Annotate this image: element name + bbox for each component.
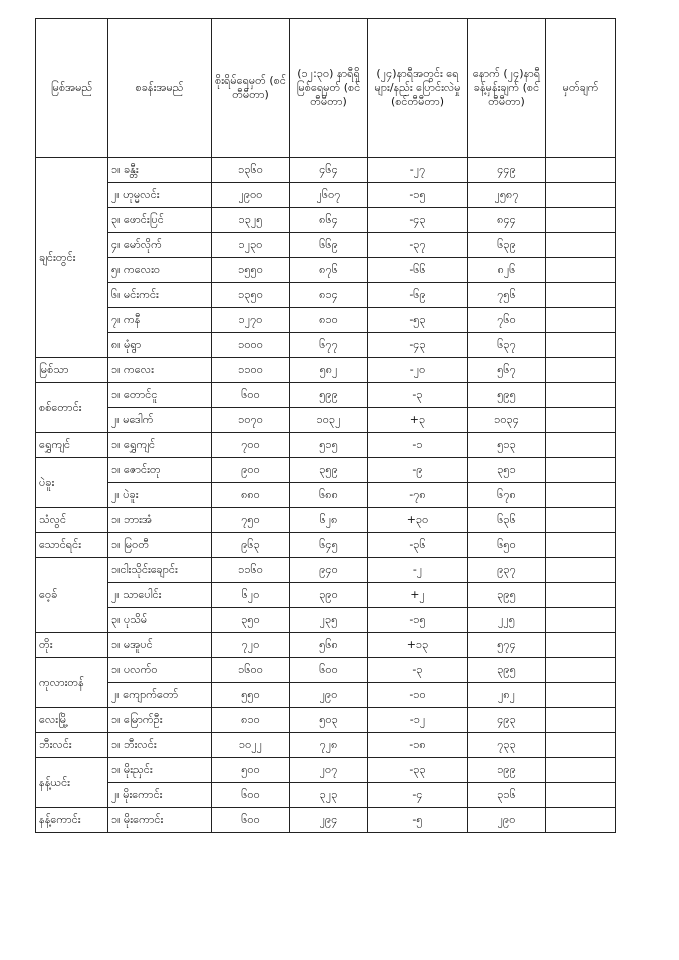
station-name: ၃။ ပုသိမ် [108,608,212,633]
warning-level: ၆၀၀ [212,808,290,833]
forecast-level: ၉၃၇ [468,558,546,583]
level-change: -၂ [368,558,468,583]
remark-cell [546,658,616,683]
warning-level: ၃၅၀ [212,608,290,633]
table-row [36,283,616,308]
station-name: ၈။ မုံရွာ [108,333,212,358]
river-name: ရွှေကျင် [36,433,108,458]
level-change: -၆၆ [368,258,468,283]
remark-cell [546,183,616,208]
forecast-level: ၃၁၆ [468,783,546,808]
current-level: ၅၆၈ [290,633,368,658]
level-change: -၅ [368,808,468,833]
table-row [36,208,616,233]
remark-cell [546,408,616,433]
table-row [36,158,616,183]
current-level: ၁၀၃၂ [290,408,368,433]
remark-cell [546,483,616,508]
header-row [36,19,616,158]
remark-cell [546,533,616,558]
station-name: ၅။ ကလေးဝ [108,258,212,283]
station-name: ၁။ မြဝတီ [108,533,212,558]
remark-cell [546,383,616,408]
station-name: ၁။ ကလေး [108,358,212,383]
station-name: ၁။ ဘားအံ [108,508,212,533]
header-warning-level: စိုးရိမ်ရေမှတ် (စင်တီမီတာ) [212,19,290,158]
forecast-level: ၆၅၀ [468,533,546,558]
remark-cell [546,758,616,783]
station-name: ၇။ ကနီ [108,308,212,333]
forecast-level: ၇၅၆ [468,283,546,308]
forecast-level: ၇၃၃ [468,733,546,758]
current-level: ၆၈၈ [290,483,368,508]
level-change: -၉ [368,458,468,483]
header-24h-change: (၂၄)နာရီအတွင်း ရေများ/နည်း ပြောင်းလဲမှု (စင်တီမီတာ) [368,19,468,158]
warning-level: ၁၀၂၂ [212,733,290,758]
level-change: -၁ [368,433,468,458]
warning-level: ၁၁၀၀ [212,358,290,383]
forecast-level: ၂၈၂ [468,683,546,708]
station-name: ၆။ မင်းကင်း [108,283,212,308]
warning-level: ၆၂၀ [212,583,290,608]
forecast-level: ၃၉၅ [468,583,546,608]
current-level: ၂၉၀ [290,683,368,708]
remark-cell [546,208,616,233]
level-change: -၁၀ [368,683,468,708]
level-change: -၃၇ [368,233,468,258]
warning-level: ၁၁၆၀ [212,558,290,583]
remark-cell [546,158,616,183]
remark-cell [546,333,616,358]
remark-cell [546,233,616,258]
remark-cell [546,608,616,633]
river-name: ချင်းတွင်း [36,158,108,358]
station-name: ၂။ မိုးကောင်း [108,783,212,808]
table-row [36,508,616,533]
current-level: ၅၈၂ [290,358,368,383]
station-name: ၁။ငါးသိုင်းချောင်း [108,558,212,583]
forecast-level: ၆၃၉ [468,233,546,258]
header-forecast: နောက် (၂၄)နာရီ ခန့်မှန်းချက် (စင်တီမီတာ) [468,19,546,158]
level-change: -၄၃ [368,333,468,358]
table-row [36,233,616,258]
level-change: -၃ [368,383,468,408]
forecast-level: ၅၁၃ [468,433,546,458]
forecast-level: ၄၄၉ [468,158,546,183]
table-row [36,458,616,483]
level-change: -၁၅ [368,608,468,633]
river-level-table [35,18,616,833]
current-level: ၉၄၀ [290,558,368,583]
remark-cell [546,433,616,458]
station-name: ၁။ တောင်ငူ [108,383,212,408]
level-change: -၇၈ [368,483,468,508]
current-level: ၂၉၄ [290,808,368,833]
table-row [36,733,616,758]
forecast-level: ၄၉၃ [468,708,546,733]
remark-cell [546,633,616,658]
river-name: တိုး [36,633,108,658]
level-change: -၃ [368,658,468,683]
table-row [36,758,616,783]
level-change: -၆၉ [368,283,468,308]
remark-cell [546,258,616,283]
river-name: ပဲခူး [36,458,108,508]
current-level: ၄၆၄ [290,158,368,183]
table-row [36,658,616,683]
level-change: -၄၃ [368,208,468,233]
level-change: -၅၃ [368,308,468,333]
header-station: စခန်းအမည် [108,19,212,158]
table-row [36,633,616,658]
table-row [36,383,616,408]
remark-cell [546,508,616,533]
remark-cell [546,358,616,383]
level-change: -၁၈ [368,733,468,758]
forecast-level: ၁၀၃၄ [468,408,546,433]
forecast-level: ၆၃၇ [468,333,546,358]
table-body [36,158,616,833]
table-row [36,408,616,433]
current-level: ၈၇၆ [290,258,368,283]
current-level: ၃၂၃ [290,783,368,808]
current-level: ၆၄၅ [290,533,368,558]
station-name: ၁။ ဘီးလင်း [108,733,212,758]
header-current-level: (၁၂:၃၀) နာရီရှိ မြစ်ရေမှတ် (စင်တီမီတာ) [290,19,368,158]
river-name: ဘီးလင်း [36,733,108,758]
current-level: ၈၁၄ [290,283,368,308]
forecast-level: ၅၉၅ [468,383,546,408]
river-name: စစ်တောင်း [36,383,108,433]
warning-level: ၁၃၆၀ [212,158,290,183]
current-level: ၅၀၃ [290,708,368,733]
remark-cell [546,708,616,733]
forecast-level: ၃၅၁ [468,458,546,483]
forecast-level: ၂၂၅ [468,608,546,633]
forecast-level: ၆၃၆ [468,508,546,533]
warning-level: ၁၀၀၀ [212,333,290,358]
forecast-level: ၃၉၅ [468,658,546,683]
level-change: -၃၃ [368,758,468,783]
station-name: ၂။ ဟုမ္မလင်း [108,183,212,208]
station-name: ၁။ မိုးညှင်း [108,758,212,783]
current-level: ၃၉၀ [290,583,368,608]
forecast-level: ၅၆၇ [468,358,546,383]
warning-level: ၁၃၅၀ [212,283,290,308]
header-remarks: မှတ်ချက် [546,19,616,158]
station-name: ၃။ ဖောင်းပြင် [108,208,212,233]
remark-cell [546,733,616,758]
table-row [36,558,616,583]
current-level: ၂၆၀၇ [290,183,368,208]
station-name: ၁။ ရွှေကျင် [108,433,212,458]
station-name: ၁။ မိုးကောင်း [108,808,212,833]
level-change: -၂၀ [368,358,468,383]
level-change: +၂ [368,583,468,608]
current-level: ၆၀၀ [290,658,368,683]
forecast-level: ၁၉၉ [468,758,546,783]
remark-cell [546,583,616,608]
table-row [36,808,616,833]
warning-level: ၇၅၀ [212,508,290,533]
level-change: -၁၂ [368,708,468,733]
level-change: -၂၇ [368,158,468,183]
station-name: ၂။ ကျောက်တော် [108,683,212,708]
table-row [36,183,616,208]
warning-level: ၉၀၀ [212,458,290,483]
table-row [36,308,616,333]
table-row [36,358,616,383]
station-name: ၁။ ခန္တီး [108,158,212,183]
level-change: -၁၅ [368,183,468,208]
warning-level: ၆၀၀ [212,783,290,808]
warning-level: ၅၅၀ [212,683,290,708]
level-change: +၁၃ [368,633,468,658]
river-name: သံလွင် [36,508,108,533]
forecast-level: ၂၅၈၇ [468,183,546,208]
table-row [36,783,616,808]
table-row [36,683,616,708]
current-level: ၂၀၇ [290,758,368,783]
current-level: ၅၉၉ [290,383,368,408]
warning-level: ၁၂၇၀ [212,308,290,333]
forecast-level: ၂၉၀ [468,808,546,833]
warning-level: ၁၅၅၀ [212,258,290,283]
level-change: +၃ [368,408,468,433]
station-name: ၂။ သာပေါင်း [108,583,212,608]
warning-level: ၇၀၀ [212,433,290,458]
remark-cell [546,783,616,808]
level-change: -၃၆ [368,533,468,558]
station-name: ၂။ မဒေါက် [108,408,212,433]
level-change: +၃၀ [368,508,468,533]
warning-level: ၅၀၀ [212,758,290,783]
current-level: ၆၂၈ [290,508,368,533]
remark-cell [546,808,616,833]
table-row [36,583,616,608]
station-name: ၁။ မအူပင် [108,633,212,658]
current-level: ၅၁၅ [290,433,368,458]
remark-cell [546,308,616,333]
warning-level: ၉၆၃ [212,533,290,558]
warning-level: ၁၆၀၀ [212,658,290,683]
current-level: ၆၇၇ [290,333,368,358]
river-name: နန့်ယင်း [36,758,108,808]
river-name: နန့်ကောင်း [36,808,108,833]
station-name: ၁။ ပလက်ဝ [108,658,212,683]
current-level: ၃၅၉ [290,458,368,483]
table-row [36,483,616,508]
station-name: ၁။ မြောက်ဦး [108,708,212,733]
warning-level: ၈၈၀ [212,483,290,508]
warning-level: ၈၁၀ [212,708,290,733]
warning-level: ၁၀၇၀ [212,408,290,433]
table-row [36,533,616,558]
forecast-level: ၇၆၀ [468,308,546,333]
station-name: ၁။ ဇောင်းတု [108,458,212,483]
river-name: လေးမြို့ [36,708,108,733]
forecast-level: ၆၇၈ [468,483,546,508]
river-name: သောင်ရင်း [36,533,108,558]
remark-cell [546,458,616,483]
remark-cell [546,683,616,708]
warning-level: ၇၂၀ [212,633,290,658]
current-level: ၈၆၄ [290,208,368,233]
table-row [36,433,616,458]
warning-level: ၁၃၂၅ [212,208,290,233]
table-row [36,333,616,358]
river-name: ကုလားတန် [36,658,108,708]
warning-level: ၁၂၃၀ [212,233,290,258]
table-row [36,608,616,633]
current-level: ၇၂၈ [290,733,368,758]
current-level: ၈၁၀ [290,308,368,333]
warning-level: ၆၀၀ [212,383,290,408]
current-level: ၂၃၅ [290,608,368,633]
header-river: မြစ်အမည် [36,19,108,158]
station-name: ၂။ ပဲခူး [108,483,212,508]
table-row [36,258,616,283]
current-level: ၆၆၉ [290,233,368,258]
forecast-level: ၈၄၄ [468,208,546,233]
warning-level: ၂၉၀၀ [212,183,290,208]
level-change: -၄ [368,783,468,808]
forecast-level: ၅၇၄ [468,633,546,658]
forecast-level: ၈၂၆ [468,258,546,283]
remark-cell [546,283,616,308]
remark-cell [546,558,616,583]
table-row [36,708,616,733]
river-name: မြစ်သာ [36,358,108,383]
river-name: ဝေ့ခ် [36,558,108,633]
station-name: ၄။ မော်လိုက် [108,233,212,258]
